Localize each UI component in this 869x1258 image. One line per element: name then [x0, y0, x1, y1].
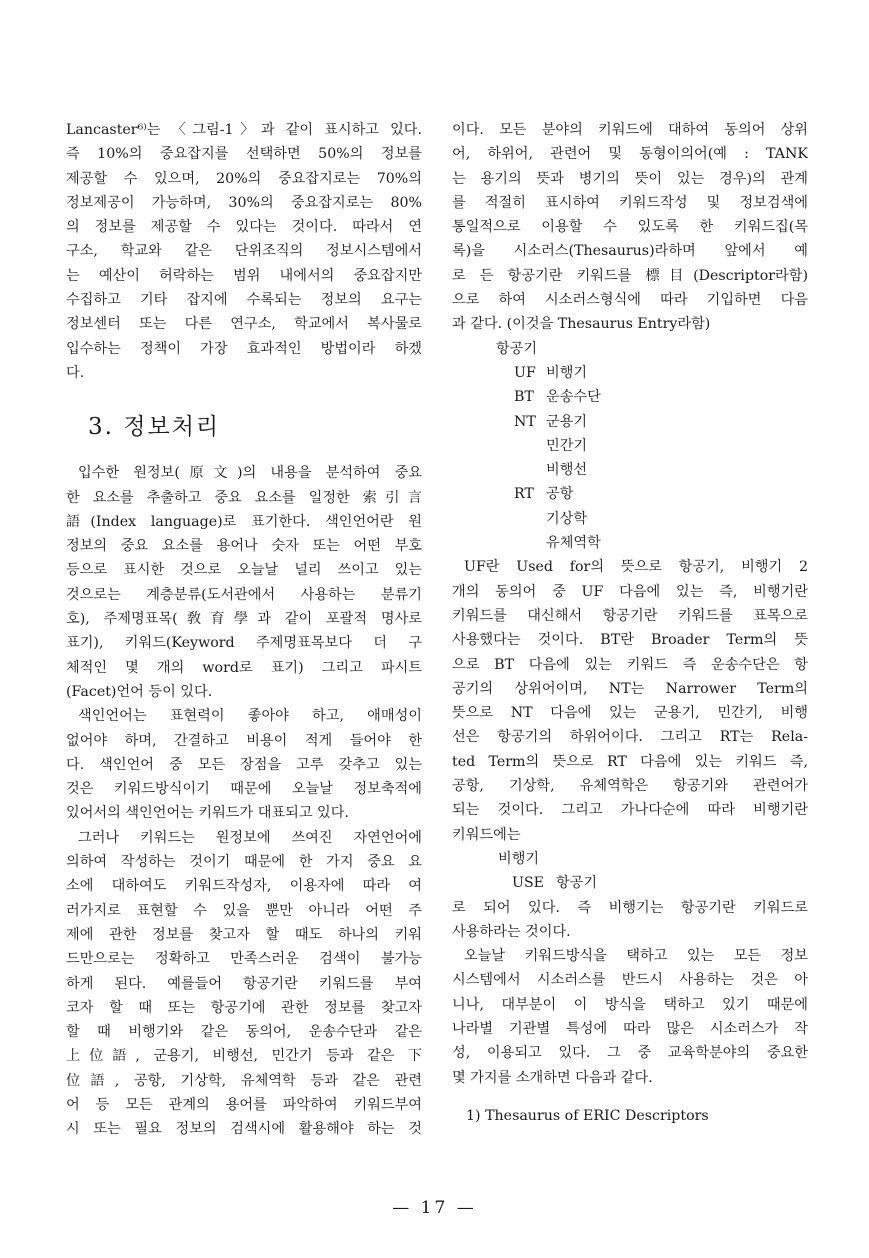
text-line: 제에 관한 정보를 찾고자 할 때도 하나의 키워: [66, 926, 422, 943]
text-line: 시 또는 필요 정보의 검색시에 활용해야 하는 것: [66, 1121, 422, 1138]
text-line: 제공할 수 있으며, 20%의 중요잡지로는 70%의: [66, 170, 422, 187]
list-item: 1) Thesaurus of ERIC Descriptors: [466, 1107, 709, 1124]
text-line: 上位語, 군용기, 비행선, 민간기 등과 같은 下: [66, 1048, 422, 1065]
text-line: 것은 키워드방식이기 때문에 오늘날 정보축적에: [66, 781, 422, 798]
text-line: 호), 주제명표목(敎育學과 같이 포괄적 명사로: [66, 611, 422, 628]
text-line: 를 적절히 표시하여 키워드작성 및 정보검색에: [452, 194, 808, 211]
text-line: 되는 것이다. 그리고 가나다순에 따라 비행기란: [452, 802, 808, 819]
text-line: 것으로는 계층분류(도서관에서 사용하는 분류기: [66, 586, 422, 603]
text-line: 니나, 대부분이 이 방식을 택하고 있기 때문에: [452, 996, 808, 1013]
text-line: 정보제공이 가능하며, 30%의 중요잡지로는 80%: [66, 194, 422, 211]
text-line: 록)을 시소러스(Thesaurus)라하며 앞에서 예: [452, 243, 808, 260]
text-line: 오늘날 키워드방식을 택하고 있는 모든 정보: [464, 948, 808, 965]
use-entry-row: [452, 871, 808, 895]
nt-term: 민간기: [546, 437, 588, 454]
text-line: 한 요소를 추출하고 중요 요소를 일정한 索引言: [66, 489, 422, 506]
text-line: (Facet)언어 등이 있다.: [66, 683, 213, 700]
text-line: Lancaster⁶⁾는 〈그림-1〉과 같이 표시하고 있다.: [66, 122, 422, 138]
text-line: 키워드에는: [452, 826, 521, 843]
text-line: 개의 동의어 중 UF 다음에 있는 즉, 비행기란: [452, 583, 808, 600]
rt-term: 공항: [546, 486, 574, 503]
text-line: 나라별 기관별 특성에 따라 많은 시소러스가 작: [452, 1020, 808, 1037]
text-line: 없어야 하며, 간결하고 비용이 적게 들어야 한: [66, 732, 422, 749]
text-line: 이다. 모든 분야의 키워드에 대하여 동의어 상위: [452, 122, 808, 138]
text-line: 으로 하여 시소러스형식에 따라 기입하면 다음: [452, 292, 808, 309]
left-paragraph-4: [66, 826, 422, 1142]
text-line: 표기), 키워드(Keyword 주제명표목보다 더 구: [66, 635, 422, 652]
text-line: 어, 하위어, 관련어 및 동형이의어(예 : TANK: [452, 146, 808, 163]
text-line: 키워드를 대신해서 항공기란 키워드를 표목으로: [452, 607, 808, 624]
right-paragraph-2: [452, 555, 808, 847]
text-line: 位語, 공항, 기상학, 유체역학 등과 같은 관련: [66, 1072, 422, 1089]
right-column: [452, 118, 808, 1128]
text-line: 성, 이용되고 있다. 그 중 교육학분야의 중요한: [452, 1045, 808, 1062]
rt-term: 유체역학: [546, 535, 601, 552]
text-line: 색인언어는 표현력이 좋아야 하고, 애매성이: [78, 708, 422, 725]
text-line: 수집하고 기타 잡지에 수록되는 정보의 요구는: [66, 292, 422, 309]
text-line: 선은 항공기의 하위어이다. 그리고 RT는 Rela-: [452, 729, 808, 746]
text-line: ted Term의 뜻으로 RT 다음에 있는 키워드 즉,: [452, 753, 808, 770]
text-line: 는 예산이 허락하는 범위 내에서의 중요잡지만: [66, 267, 422, 284]
text-line: 사용하라는 것이다.: [452, 923, 571, 940]
entry-rt-row: [452, 482, 808, 506]
text-line: 구소, 학교와 같은 단위조직의 정보시스템에서: [66, 243, 422, 260]
thesaurus-entry: [452, 337, 808, 556]
nt-term: 비행선: [546, 462, 588, 479]
entry-head: 항공기: [496, 340, 538, 357]
text-line: 러가지로 표현할 수 있을 뿐만 아니라 어떤 주: [66, 902, 422, 919]
text-line: 의하여 작성하는 것이기 때문에 한 가지 중요 요: [66, 854, 422, 871]
left-paragraph-2: [66, 461, 422, 704]
use-label: USE: [512, 875, 545, 892]
uf-term: 비행기: [546, 364, 588, 381]
text-line: 로 되어 있다. 즉 비행기는 항공기란 키워드로: [452, 899, 808, 916]
entry-nt-row: [452, 410, 808, 434]
entry-uf-row: [452, 361, 808, 385]
uf-label: UF: [514, 364, 536, 381]
text-line: 사용했다는 것이다. BT란 Broader Term의 뜻: [452, 632, 808, 649]
text-line: 공기의 상위어이며, NT는 Narrower Term의: [452, 680, 808, 697]
text-line: 통일적으로 이용할 수 있도록 한 키워드집(목: [452, 219, 808, 236]
text-line: 는 용기의 뜻과 병기의 뜻이 있는 경우)의 관계: [452, 170, 808, 187]
text-line: 입수한 원정보(原文)의 내용을 분석하여 중요: [78, 465, 422, 482]
text-line: UF란 Used for의 뜻으로 항공기, 비행기 2: [464, 559, 808, 576]
text-line: 그러나 키워드는 원정보에 쓰여진 자연언어에: [78, 829, 422, 846]
text-line: 공항, 기상학, 유체역학은 항공기와 관련어가: [452, 778, 808, 795]
right-paragraph-1: [452, 118, 808, 337]
text-line: 어 등 모든 관계의 용어를 파악하여 키워드부여: [66, 1096, 422, 1113]
right-paragraph-4: [452, 944, 808, 1090]
text-line: 뜻으로 NT 다음에 있는 군용기, 민간기, 비행: [452, 705, 808, 722]
text-line: 드만으로는 정확하고 만족스러운 검색이 불가능: [66, 951, 422, 968]
text-line: 시스템에서 시소러스를 반드시 사용하는 것은 아: [452, 972, 808, 989]
use-term: 항공기: [556, 875, 598, 892]
text-line: 語(Index language)로 표기한다. 색인언어란 원: [66, 513, 422, 530]
nt-label: NT: [514, 413, 536, 430]
rt-label: RT: [514, 486, 534, 503]
bt-label: BT: [514, 389, 534, 406]
text-line: 소에 대하여도 키워드작성자, 이용자에 따라 여: [66, 878, 422, 895]
left-column: [66, 118, 422, 1142]
right-paragraph-3: [452, 896, 808, 945]
text-line: 으로 BT 다음에 있는 키워드 즉 운송수단은 항: [452, 656, 808, 673]
use-entry: [452, 847, 808, 896]
entry-bt-row: [452, 385, 808, 409]
text-line: 있어서의 색인언어는 키워드가 대표되고 있다.: [66, 805, 349, 822]
text-line: 정보의 중요 요소를 용어나 숫자 또는 어떤 부호: [66, 538, 422, 555]
text-line: 다.: [66, 364, 85, 381]
rt-term: 기상학: [546, 510, 588, 527]
text-line: 몇 가지를 소개하면 다음과 같다.: [452, 1069, 653, 1086]
left-paragraph-3: [66, 704, 422, 825]
text-line: 하게 된다. 예를들어 항공기란 키워드를 부여: [66, 975, 422, 992]
page-number: — 17 —: [392, 1198, 477, 1218]
text-line: 의 정보를 제공할 수 있다는 것이다. 따라서 연: [66, 219, 422, 236]
text-line: 할 때 비행기와 같은 동의어, 운송수단과 같은: [66, 1024, 422, 1041]
left-paragraph-1: [66, 118, 422, 385]
text-line: 입수하는 정책이 가장 효과적인 방법이라 하겠: [66, 340, 422, 357]
text-line: 등으로 표시한 것으로 오늘날 널리 쓰이고 있는: [66, 562, 422, 579]
use-entry-head: 비행기: [498, 850, 540, 867]
section-heading: 3. 정보처리: [88, 414, 221, 441]
text-line: 과 같다. (이것을 Thesaurus Entry라함): [452, 316, 711, 333]
text-line: 정보센터 또는 다른 연구소, 학교에서 복사물로: [66, 316, 422, 333]
text-line: 즉 10%의 중요잡지를 선택하면 50%의 정보를: [66, 146, 422, 163]
text-line: 체적인 몇 개의 word로 표기) 그리고 파시트: [66, 659, 422, 676]
text-line: 다. 색인언어 중 모든 장점을 고루 갖추고 있는: [66, 756, 422, 773]
nt-term: 군용기: [546, 413, 588, 430]
text-line: 로 든 항공기란 키워드를 標目(Descriptor라함): [452, 267, 808, 284]
text-line: 코자 할 때 또는 항공기에 관한 정보를 찾고자: [66, 999, 422, 1016]
bt-term: 운송수단: [546, 389, 601, 406]
